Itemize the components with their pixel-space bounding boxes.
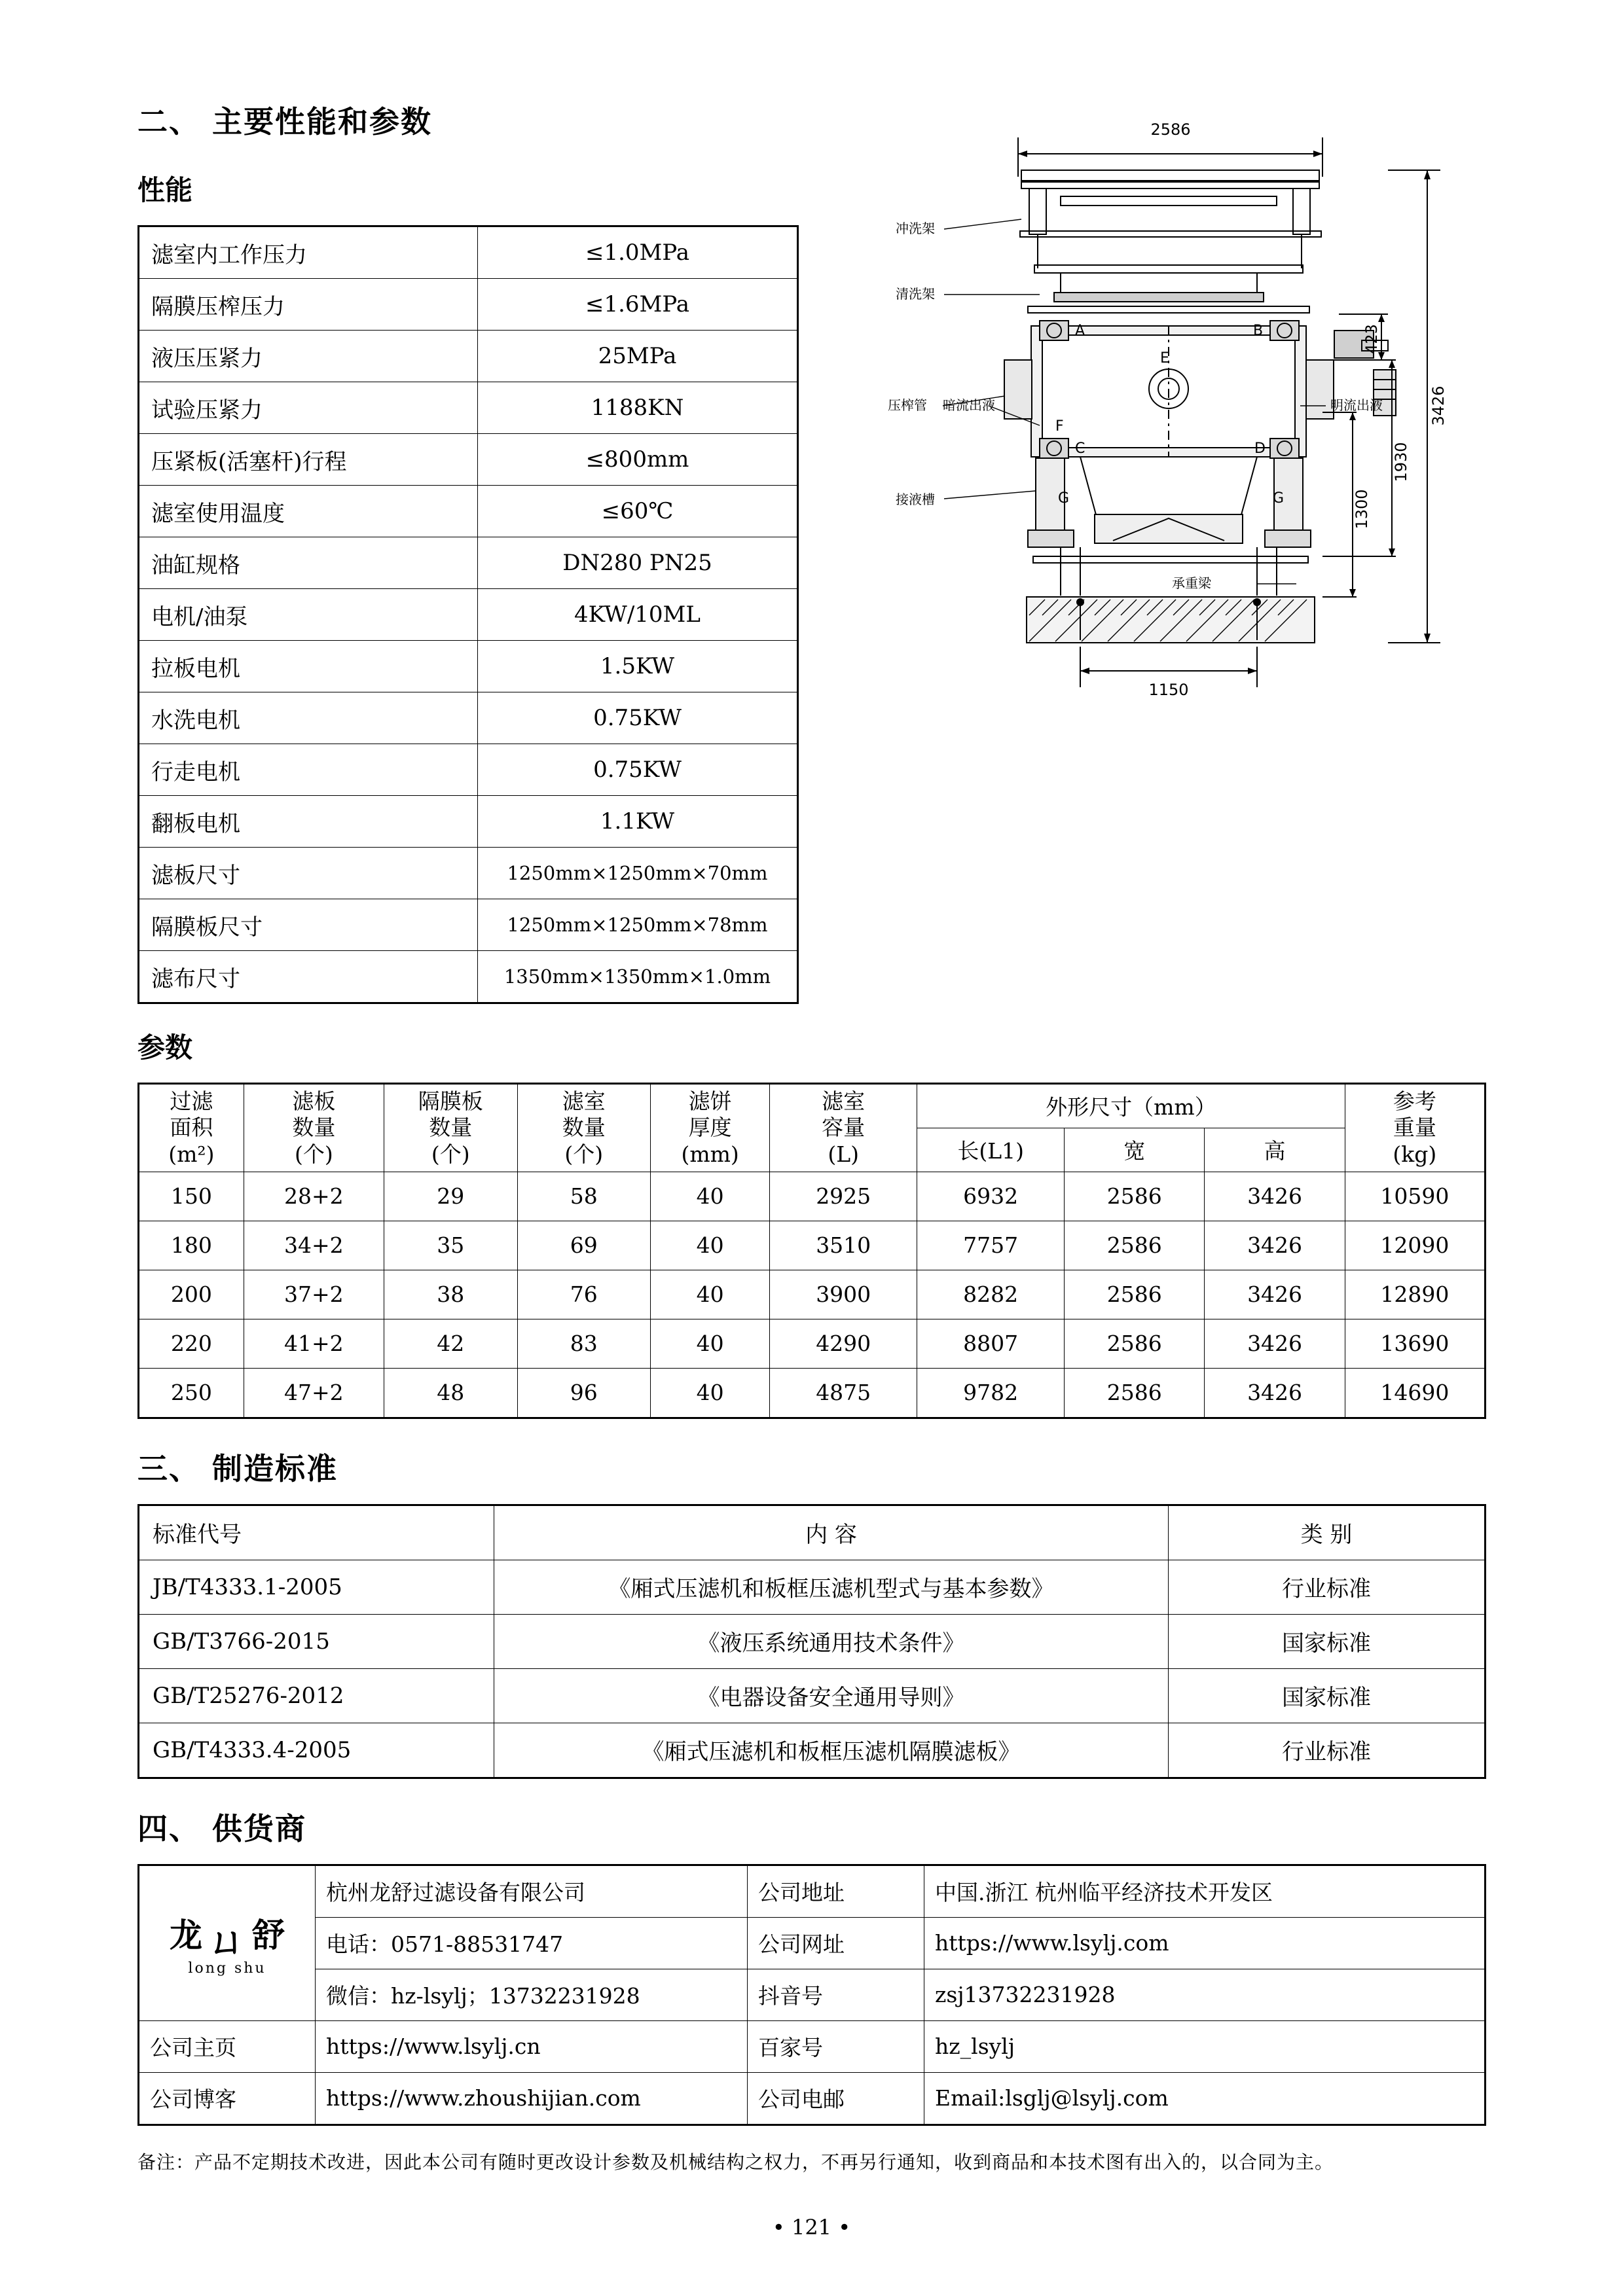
param-cell-length: 8282 — [917, 1270, 1065, 1319]
supplier-left-value: 电话：0571-88531747 — [316, 1917, 748, 1969]
section-heading-3: 三、 制造标准 — [137, 1450, 338, 1486]
table-row — [139, 796, 798, 848]
supplier-value-2: hz_lsylj — [924, 2020, 1486, 2072]
supplier-right-label: 抖音号 — [748, 1969, 924, 2020]
param-cell-length: 6932 — [917, 1172, 1065, 1221]
param-cell-area: 200 — [139, 1270, 244, 1319]
param-cell-weight: 14690 — [1345, 1368, 1485, 1418]
param-cell-plates: 47+2 — [244, 1368, 384, 1418]
performance-key: 油缸规格 — [139, 537, 478, 589]
standards-table — [137, 1504, 1486, 1779]
performance-key: 滤布尺寸 — [139, 951, 478, 1003]
remark-text: 备注：产品不定期技术改进，因此本公司有随时更改设计参数及机械结构之权力，不再另行通知，收到商品和本技术图有出入的，以合同为主。 — [137, 2151, 1334, 2173]
param-cell-volume: 4875 — [770, 1368, 917, 1418]
param-header-l3: (个) — [564, 1141, 604, 1167]
subheading-performance: 性能 — [137, 174, 193, 206]
param-cell-volume: 2925 — [770, 1172, 917, 1221]
label-bright-outlet: 明流出液 — [1330, 397, 1383, 413]
supplier-label: 公司主页 — [139, 2020, 316, 2072]
table-row — [139, 382, 798, 434]
standards-cell-content: 《厢式压滤机和板框压滤机型式与基本参数》 — [494, 1560, 1169, 1614]
param-header — [384, 1084, 517, 1172]
param-cell-weight: 13690 — [1345, 1319, 1485, 1368]
performance-key: 滤板尺寸 — [139, 848, 478, 899]
performance-value: 4KW/10ML — [478, 589, 798, 641]
table-header-row — [139, 1084, 1486, 1128]
param-header — [244, 1084, 384, 1172]
param-cell-volume: 4290 — [770, 1319, 917, 1368]
param-cell-volume: 3900 — [770, 1270, 917, 1319]
performance-key: 电机/油泵 — [139, 589, 478, 641]
param-cell-width: 2586 — [1065, 1172, 1205, 1221]
mark-E: E — [1160, 350, 1169, 367]
performance-value: 0.75KW — [478, 692, 798, 744]
supplier-label: 公司博客 — [139, 2072, 316, 2125]
supplier-right-value: zsj13732231928 — [924, 1969, 1486, 2020]
param-cell-membranes: 38 — [384, 1270, 517, 1319]
section-heading-2: 二、 主要性能和参数 — [137, 104, 433, 139]
table-row — [139, 1917, 1486, 1969]
company-logo — [139, 1865, 316, 2020]
table-row — [139, 1560, 1486, 1614]
param-cell-chambers: 69 — [517, 1221, 651, 1270]
table-row — [139, 848, 798, 899]
param-header — [651, 1084, 770, 1172]
param-header-l2: 面积 — [170, 1115, 213, 1141]
param-header — [139, 1084, 244, 1172]
performance-value: ≤60℃ — [478, 486, 798, 537]
table-row — [139, 226, 798, 279]
param-cell-membranes: 35 — [384, 1221, 517, 1270]
table-row — [139, 744, 798, 796]
param-cell-chambers: 58 — [517, 1172, 651, 1221]
table-row — [139, 951, 798, 1003]
table-row — [139, 1865, 1486, 1917]
table-row — [139, 434, 798, 486]
param-header — [770, 1084, 917, 1172]
standards-header: 内 容 — [494, 1505, 1169, 1560]
param-cell-area: 150 — [139, 1172, 244, 1221]
label-bearing-beam: 承重梁 — [1172, 575, 1211, 591]
param-cell-plates: 37+2 — [244, 1270, 384, 1319]
label-dark-outlet: 暗流出液 — [943, 397, 995, 413]
standards-cell-content: 《电器设备安全通用导则》 — [494, 1668, 1169, 1723]
param-cell-cake: 40 — [651, 1172, 770, 1221]
dim-right-1300: 1300 — [1353, 489, 1371, 529]
performance-value: ≤1.0MPa — [478, 226, 798, 279]
supplier-value-2: Email:lsglj@lsylj.com — [924, 2072, 1486, 2125]
performance-value: DN280 PN25 — [478, 537, 798, 589]
table-row — [139, 1969, 1486, 2020]
standards-cell-type: 行业标准 — [1169, 1560, 1486, 1614]
dim-bottom-1150: 1150 — [1148, 681, 1189, 699]
param-cell-width: 2586 — [1065, 1270, 1205, 1319]
standards-cell-type: 行业标准 — [1169, 1723, 1486, 1778]
standards-cell-code: GB/T4333.4-2005 — [139, 1723, 494, 1778]
supplier-label-2: 公司电邮 — [748, 2072, 924, 2125]
param-cell-plates: 41+2 — [244, 1319, 384, 1368]
dim-top-2586: 2586 — [1150, 120, 1191, 139]
param-cell-height: 3426 — [1205, 1368, 1345, 1418]
label-clean-frame: 清洗架 — [896, 286, 935, 302]
param-subheader: 高 — [1205, 1128, 1345, 1172]
table-row — [139, 1270, 1486, 1319]
param-header-l3: (L) — [828, 1141, 860, 1167]
performance-value: 0.75KW — [478, 744, 798, 796]
supplier-right-value: https://www.lsylj.com — [924, 1917, 1486, 1969]
performance-value: 1.1KW — [478, 796, 798, 848]
standards-cell-content: 《液压系统通用技术条件》 — [494, 1614, 1169, 1668]
supplier-left-value: 杭州龙舒过滤设备有限公司 — [316, 1865, 748, 1917]
performance-key: 翻板电机 — [139, 796, 478, 848]
table-row — [139, 1614, 1486, 1668]
table-row — [139, 1668, 1486, 1723]
performance-key: 滤室内工作压力 — [139, 226, 478, 279]
param-cell-height: 3426 — [1205, 1270, 1345, 1319]
standards-cell-type: 国家标准 — [1169, 1668, 1486, 1723]
logo-mark-icon: ㄩ — [209, 1920, 246, 1964]
param-cell-chambers: 96 — [517, 1368, 651, 1418]
param-header-l2: 容量 — [822, 1115, 866, 1141]
label-drip-tray: 接液槽 — [896, 492, 935, 507]
performance-key: 行走电机 — [139, 744, 478, 796]
param-header-l3: (mm) — [681, 1141, 739, 1167]
subheading-parameters: 参数 — [137, 1031, 193, 1064]
performance-value: 1250mm×1250mm×78mm — [478, 899, 798, 951]
table-row — [139, 279, 798, 331]
param-header — [517, 1084, 651, 1172]
performance-value: ≤1.6MPa — [478, 279, 798, 331]
supplier-value: https://www.lsylj.cn — [316, 2020, 748, 2072]
param-header-l2: 数量 — [562, 1115, 606, 1141]
table-row — [139, 1221, 1486, 1270]
performance-key: 水洗电机 — [139, 692, 478, 744]
param-cell-weight: 12890 — [1345, 1270, 1485, 1319]
standards-cell-code: GB/T3766-2015 — [139, 1614, 494, 1668]
param-header-l1: 滤室 — [562, 1088, 606, 1114]
param-header-l2: 数量 — [292, 1115, 336, 1141]
param-group-header: 外形尺寸（mm） — [917, 1084, 1345, 1128]
mark-C: C — [1075, 440, 1085, 457]
table-row — [139, 1368, 1486, 1418]
performance-key: 滤室使用温度 — [139, 486, 478, 537]
standards-cell-content: 《厢式压滤机和板框压滤机隔膜滤板》 — [494, 1723, 1169, 1778]
param-cell-membranes: 48 — [384, 1368, 517, 1418]
param-cell-weight: 10590 — [1345, 1172, 1485, 1221]
mark-B: B — [1253, 323, 1264, 339]
performance-key: 压紧板(活塞杆)行程 — [139, 434, 478, 486]
param-header-l3: (个) — [294, 1141, 333, 1167]
param-cell-height: 3426 — [1205, 1172, 1345, 1221]
standards-cell-type: 国家标准 — [1169, 1614, 1486, 1668]
param-header-weight: 参考 重量 (kg) — [1345, 1084, 1485, 1172]
table-header-row — [139, 1505, 1486, 1560]
param-cell-width: 2586 — [1065, 1368, 1205, 1418]
param-cell-plates: 34+2 — [244, 1221, 384, 1270]
param-cell-cake: 40 — [651, 1319, 770, 1368]
label-squeeze-pipe: 压榨管 — [888, 397, 927, 413]
table-row — [139, 692, 798, 744]
table-row — [139, 1319, 1486, 1368]
table-row — [139, 1723, 1486, 1778]
param-cell-length: 8807 — [917, 1319, 1065, 1368]
param-header-l1: 滤饼 — [688, 1088, 732, 1114]
param-header-l1: 隔膜板 — [418, 1088, 483, 1114]
mark-F: F — [1055, 418, 1064, 435]
param-header-l3: (m²) — [168, 1141, 215, 1167]
param-cell-height: 3426 — [1205, 1221, 1345, 1270]
mark-D: D — [1254, 440, 1266, 457]
standards-cell-code: GB/T25276-2012 — [139, 1668, 494, 1723]
supplier-value: https://www.zhoushijian.com — [316, 2072, 748, 2125]
performance-value: ≤800mm — [478, 434, 798, 486]
table-row — [139, 899, 798, 951]
performance-key: 隔膜板尺寸 — [139, 899, 478, 951]
supplier-table — [137, 1864, 1486, 2126]
logo-pinyin: long shu — [188, 1960, 266, 1977]
dim-right-3426: 3426 — [1429, 386, 1448, 426]
machine-drawing — [864, 98, 1519, 857]
parameters-table — [137, 1083, 1486, 1419]
table-row — [139, 641, 798, 692]
param-cell-cake: 40 — [651, 1221, 770, 1270]
param-cell-cake: 40 — [651, 1270, 770, 1319]
table-row — [139, 589, 798, 641]
performance-key: 试验压紧力 — [139, 382, 478, 434]
performance-table — [137, 225, 799, 1004]
logo-char-left: 龙 — [170, 1916, 202, 1955]
performance-key: 拉板电机 — [139, 641, 478, 692]
performance-key: 隔膜压榨压力 — [139, 279, 478, 331]
param-cell-area: 250 — [139, 1368, 244, 1418]
standards-cell-code: JB/T4333.1-2005 — [139, 1560, 494, 1614]
page-number: • 121 • — [772, 2215, 851, 2240]
supplier-left-value: 微信：hz-lsylj；13732231928 — [316, 1969, 748, 2020]
supplier-right-label: 公司网址 — [748, 1917, 924, 1969]
param-cell-height: 3426 — [1205, 1319, 1345, 1368]
table-row — [139, 1172, 1486, 1221]
mark-G2: G — [1273, 490, 1285, 507]
param-cell-width: 2586 — [1065, 1319, 1205, 1368]
standards-header: 标准代号 — [139, 1505, 494, 1560]
param-cell-area: 180 — [139, 1221, 244, 1270]
param-cell-length: 9782 — [917, 1368, 1065, 1418]
param-cell-chambers: 76 — [517, 1270, 651, 1319]
param-header-l2: 厚度 — [688, 1115, 732, 1141]
supplier-label-2: 百家号 — [748, 2020, 924, 2072]
table-row — [139, 2020, 1486, 2072]
param-header-l1: 过滤 — [170, 1088, 213, 1114]
param-cell-cake: 40 — [651, 1368, 770, 1418]
mark-A: A — [1075, 323, 1085, 339]
param-cell-width: 2586 — [1065, 1221, 1205, 1270]
table-row — [139, 2072, 1486, 2125]
param-cell-volume: 3510 — [770, 1221, 917, 1270]
mark-G1: G — [1058, 490, 1070, 507]
performance-value: 25MPa — [478, 331, 798, 382]
performance-value: 1188KN — [478, 382, 798, 434]
dim-right-1930: 1930 — [1392, 442, 1410, 482]
param-header-l3: (个) — [431, 1141, 470, 1167]
param-cell-area: 220 — [139, 1319, 244, 1368]
logo-char-right: 舒 — [252, 1916, 285, 1955]
section-heading-4: 四、 供货商 — [137, 1810, 307, 1846]
param-cell-plates: 28+2 — [244, 1172, 384, 1221]
param-subheader: 宽 — [1065, 1128, 1205, 1172]
param-cell-chambers: 83 — [517, 1319, 651, 1368]
performance-value: 1.5KW — [478, 641, 798, 692]
param-cell-weight: 12090 — [1345, 1221, 1485, 1270]
performance-value: 1350mm×1350mm×1.0mm — [478, 951, 798, 1003]
supplier-right-label: 公司地址 — [748, 1865, 924, 1917]
param-header-l1: 滤板 — [292, 1088, 336, 1114]
performance-key: 液压压紧力 — [139, 331, 478, 382]
standards-header: 类 别 — [1169, 1505, 1486, 1560]
table-row — [139, 537, 798, 589]
param-cell-membranes: 42 — [384, 1319, 517, 1368]
param-cell-length: 7757 — [917, 1221, 1065, 1270]
performance-value: 1250mm×1250mm×70mm — [478, 848, 798, 899]
label-wash-frame: 冲洗架 — [896, 221, 935, 236]
table-row — [139, 486, 798, 537]
param-header-l2: 数量 — [429, 1115, 473, 1141]
supplier-right-value: 中国.浙江 杭州临平经济技术开发区 — [924, 1865, 1486, 1917]
dim-right-423: 423 — [1362, 324, 1381, 354]
param-cell-membranes: 29 — [384, 1172, 517, 1221]
param-subheader: 长(L1) — [917, 1128, 1065, 1172]
param-header-l1: 滤室 — [822, 1088, 866, 1114]
table-row — [139, 331, 798, 382]
